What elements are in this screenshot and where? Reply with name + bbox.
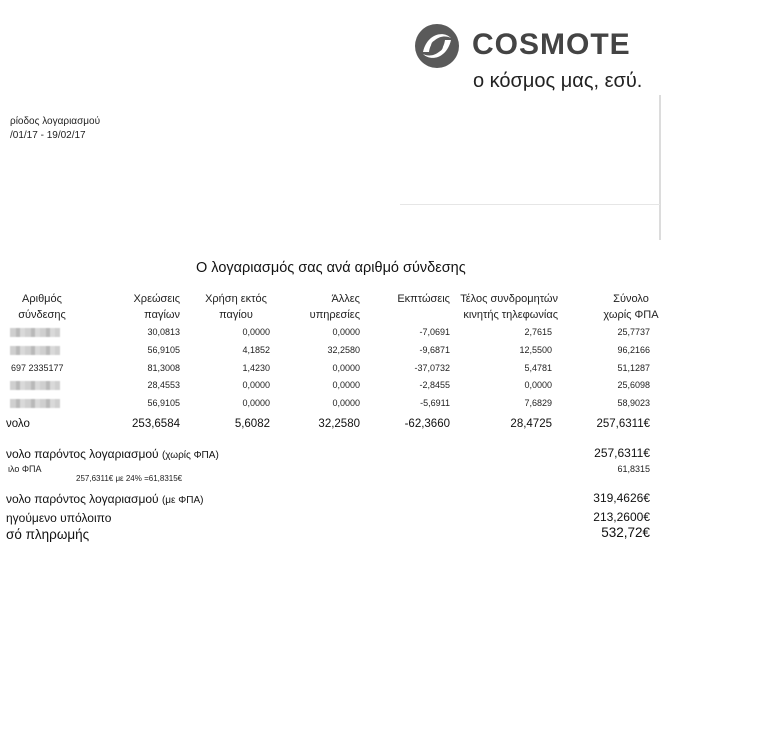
total-with-vat-value: 319,4626€ xyxy=(593,491,650,505)
table-cell: 58,9023 xyxy=(617,398,650,408)
table-cell: 0,0000 xyxy=(332,380,360,390)
subtotal-label: νολο παρόντος λογαριασμού (χωρίς ΦΠΑ) xyxy=(6,447,219,461)
table-cell: 4,1852 xyxy=(242,345,270,355)
table-cell: 56,9105 xyxy=(147,398,180,408)
table-cell: 0,0000 xyxy=(332,363,360,373)
totals-cell: -62,3660 xyxy=(404,418,450,430)
column-header-subscriber-fee: Τέλος συνδρομητών κινητής τηλεφωνίας xyxy=(460,293,558,321)
table-cell: 25,6098 xyxy=(617,380,650,390)
redacted-number xyxy=(10,399,60,408)
connection-number: 697 2335177 xyxy=(11,363,64,373)
column-header-total-excl-vat: Σύνολο χωρίς ΦΠΑ xyxy=(603,293,659,321)
total-with-vat-label: νολο παρόντος λογαριασμού (με ΦΠΑ) xyxy=(6,492,204,506)
table-cell: 81,3008 xyxy=(147,363,180,373)
totals-cell: 257,6311€ xyxy=(596,418,650,430)
column-header-fixed-charges: Χρεώσεις παγίων xyxy=(133,293,180,321)
table-cell: 0,0000 xyxy=(242,398,270,408)
payment-amount-value: 532,72€ xyxy=(601,525,650,540)
vat-value: 61,8315 xyxy=(617,464,650,474)
column-header-usage: Χρήση εκτός παγίου xyxy=(205,293,267,321)
scan-edge-line xyxy=(659,95,661,240)
table-cell: 51,1287 xyxy=(617,363,650,373)
vat-label: ιλο ΦΠΑ xyxy=(8,464,42,474)
totals-cell: 253,6584 xyxy=(132,418,180,430)
table-cell: 28,4553 xyxy=(147,380,180,390)
redacted-number xyxy=(10,346,60,355)
table-cell: 56,9105 xyxy=(147,345,180,355)
billing-period-value: /01/17 - 19/02/17 xyxy=(10,130,86,141)
totals-label: νολο xyxy=(6,418,30,430)
table-cell: -7,0691 xyxy=(419,327,450,337)
column-header-number: Αριθμός σύνδεσης xyxy=(18,293,66,321)
table-cell: -9,6871 xyxy=(419,345,450,355)
column-header-other-services: Άλλες υπηρεσίες xyxy=(309,293,360,321)
table-cell: 2,7615 xyxy=(524,327,552,337)
table-cell: 25,7737 xyxy=(617,327,650,337)
table-cell: 0,0000 xyxy=(332,398,360,408)
redacted-number xyxy=(10,381,60,390)
scan-edge-line xyxy=(400,204,660,205)
table-cell: 0,0000 xyxy=(524,380,552,390)
redacted-number xyxy=(10,328,60,337)
totals-cell: 5,6082 xyxy=(234,418,270,430)
billing-period-label: ρίοδος λογαριασμού xyxy=(10,116,101,127)
table-cell: 96,2166 xyxy=(617,345,650,355)
table-cell: 0,0000 xyxy=(332,327,360,337)
table-cell: 32,2580 xyxy=(327,345,360,355)
cosmote-logo-icon xyxy=(413,22,461,70)
table-cell: 0,0000 xyxy=(242,327,270,337)
table-cell: -5,6911 xyxy=(420,398,450,408)
previous-balance-label: ηγούμενο υπόλοιπο xyxy=(6,511,112,525)
table-cell: 0,0000 xyxy=(242,380,270,390)
table-title: Ο λογαριασμός σας ανά αριθμό σύνδεσης xyxy=(196,260,466,276)
previous-balance-value: 213,2600€ xyxy=(593,510,650,524)
subtotal-value: 257,6311€ xyxy=(594,446,650,460)
table-cell: 30,0813 xyxy=(147,327,180,337)
column-header-discounts: Εκπτώσεις xyxy=(397,293,450,305)
table-cell: -2,8455 xyxy=(419,380,450,390)
brand-name: COSMOTE xyxy=(472,28,631,61)
brand-slogan: ο κόσμος μας, εσύ. xyxy=(473,70,643,92)
table-cell: -37,0732 xyxy=(414,363,450,373)
table-cell: 1,4230 xyxy=(242,363,270,373)
totals-cell: 32,2580 xyxy=(318,418,360,430)
table-cell: 5,4781 xyxy=(524,363,552,373)
vat-calculation: 257,6311€ με 24% =61,8315€ xyxy=(76,474,183,483)
table-cell: 7,6829 xyxy=(524,398,552,408)
totals-cell: 28,4725 xyxy=(510,418,552,430)
table-cell: 12,5500 xyxy=(519,345,552,355)
payment-amount-label: σό πληρωμής xyxy=(6,527,90,542)
